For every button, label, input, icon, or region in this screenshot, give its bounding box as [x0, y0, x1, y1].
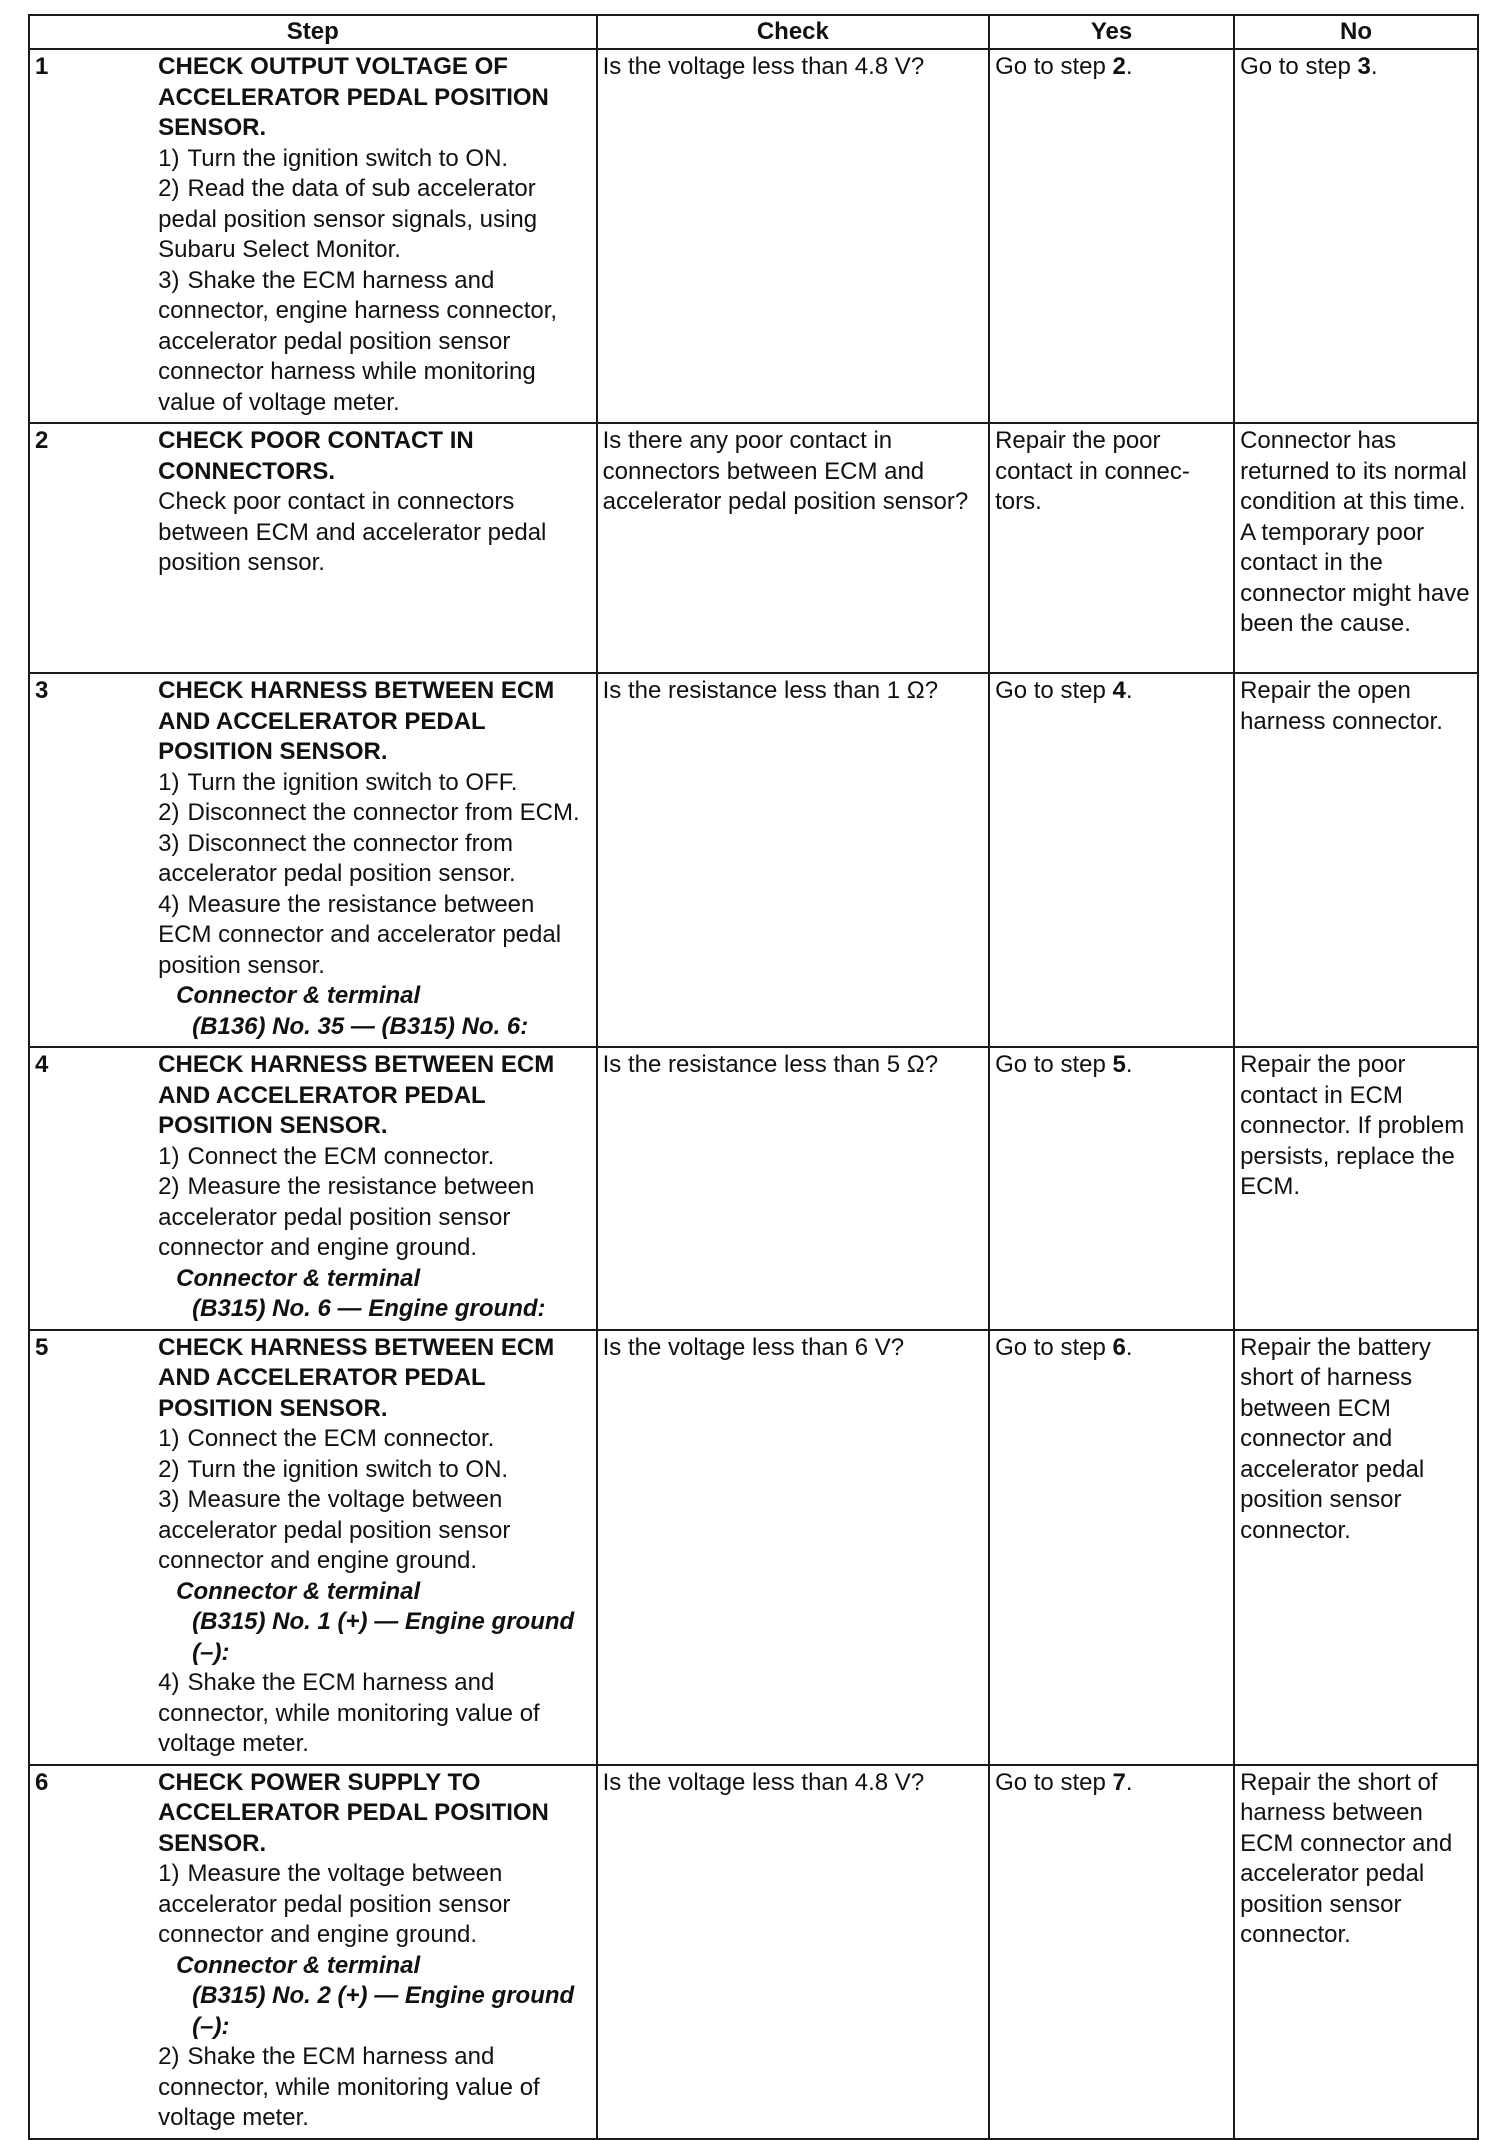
no-cell: Repair the poor contact in ECM connector. If problem persists, replace the ECM. [1234, 1047, 1478, 1330]
step-reference: 2 [1112, 53, 1126, 80]
yes-cell: Go to step 2. [989, 49, 1234, 423]
header-no: No [1234, 15, 1478, 49]
check-cell: Is the voltage less than 4.8 V? [597, 1765, 989, 2139]
instruction: 1) Connect the ECM connector. [158, 1142, 495, 1170]
step-number: 3 [29, 673, 153, 1047]
instruction: 1) Turn the ignition switch to ON. [158, 144, 509, 172]
diagnostic-procedure-table [28, 14, 1479, 2140]
check-cell: Is the voltage less than 6 V? [597, 1330, 989, 1765]
header-yes: Yes [989, 15, 1234, 49]
table-row [29, 49, 1478, 423]
instruction: 2) Measure the resistance between accelerator pedal position sensor connector and engine ground. [158, 1173, 535, 1261]
instruction: 3) Shake the ECM harness and connector, engine harness connector, accelerator pedal position sensor connector harness while monitoring value of voltage meter. [158, 266, 558, 416]
table-row [29, 1330, 1478, 1765]
yes-cell: Go to step 6. [989, 1330, 1234, 1765]
instruction: 1) Measure the voltage between accelerator pedal position sensor connector and engine ground. [158, 1860, 511, 1948]
table-row [29, 423, 1478, 673]
connector-terminal-detail: (B315) No. 1 (+) — Engine ground (–): [192, 1608, 575, 1666]
step-reference: 4 [1112, 677, 1126, 704]
table-header-row [29, 15, 1478, 49]
yes-cell: Go to step 4. [989, 673, 1234, 1047]
header-step: Step [29, 15, 597, 49]
no-cell: Connector has returned to its normal condition at this time. A temporary poor contact in the connector might have been the cause. [1234, 423, 1478, 673]
step-reference: 5 [1112, 1051, 1126, 1078]
yes-cell: Repair the poor contact in connectors. [989, 423, 1234, 673]
step-title: CHECK POWER SUPPLY TO ACCELERATOR PEDAL POSITION SENSOR. [158, 1768, 549, 1857]
instruction: 3) Measure the voltage between accelerator pedal position sensor connector and engine ground. [158, 1486, 511, 1574]
step-number: 5 [29, 1330, 153, 1765]
step-body: Check poor contact in connectors between ECM and accelerator pedal position sensor. [158, 488, 547, 576]
connector-terminal-detail: (B136) No. 35 — (B315) No. 6: [192, 1012, 529, 1040]
check-cell: Is the voltage less than 4.8 V? [597, 49, 989, 423]
yes-cell: Go to step 7. [989, 1765, 1234, 2139]
step-title: CHECK HARNESS BETWEEN ECM AND ACCELERATOR PEDAL POSITION SENSOR. [158, 1333, 555, 1422]
step-reference: 7 [1112, 1768, 1126, 1796]
instruction: 2) Read the data of sub accelerator pedal position sensor signals, using Subaru Select Monitor. [158, 175, 538, 263]
connector-terminal-heading: Connector & terminal [176, 1577, 421, 1605]
check-cell: Is there any poor contact in connectors between ECM and accelerator pedal position sensor? [597, 423, 989, 673]
check-cell: Is the resistance less than 1 Ω? [597, 673, 989, 1047]
connector-terminal-heading: Connector & terminal [176, 1264, 421, 1292]
check-cell: Is the resistance less than 5 Ω? [597, 1047, 989, 1330]
step-title: CHECK HARNESS BETWEEN ECM AND ACCELERATOR PEDAL POSITION SENSOR. [158, 1051, 555, 1139]
connector-terminal-detail: (B315) No. 6 — Engine ground: [192, 1295, 546, 1322]
instruction: 1) Turn the ignition switch to OFF. [158, 768, 518, 796]
step-number: 4 [29, 1047, 153, 1330]
instruction: 4) Measure the resistance between ECM connector and accelerator pedal position sensor. [158, 890, 562, 979]
no-cell: Repair the open harness connector. [1234, 673, 1478, 1047]
step-cell [153, 1765, 596, 2139]
table-row [29, 1765, 1478, 2139]
table-row [29, 673, 1478, 1047]
step-reference: 6 [1112, 1333, 1126, 1361]
connector-terminal-heading: Connector & terminal [176, 1951, 421, 1979]
step-title: CHECK HARNESS BETWEEN ECM AND ACCELERATOR PEDAL POSITION SENSOR. [158, 677, 555, 765]
step-number: 6 [29, 1765, 153, 2139]
instruction: 2) Turn the ignition switch to ON. [158, 1455, 509, 1483]
step-title: CHECK POOR CONTACT IN CONNECTORS. [158, 427, 474, 485]
instruction: 4) Shake the ECM harness and connector, while monitoring value of voltage meter. [158, 1669, 540, 1757]
step-cell [153, 423, 596, 673]
step-number: 1 [29, 49, 153, 423]
step-cell [153, 1330, 596, 1765]
header-check: Check [597, 15, 989, 49]
table-row [29, 1047, 1478, 1330]
step-title: CHECK OUTPUT VOLTAGE OF ACCELERATOR PEDAL POSITION SENSOR. [158, 53, 549, 141]
no-cell: Go to step 3. [1234, 49, 1478, 423]
no-cell: Repair the short of harness between ECM connector and accelerator pedal position sensor connector. [1234, 1765, 1478, 2139]
instruction: 3) Disconnect the connector from accelerator pedal position sensor. [158, 829, 516, 887]
instruction: 1) Connect the ECM connector. [158, 1425, 495, 1452]
step-reference: 3 [1357, 53, 1371, 80]
connector-terminal-detail: (B315) No. 2 (+) — Engine ground (–): [192, 1982, 575, 2040]
instruction: 2) Shake the ECM harness and connector, while monitoring value of voltage meter. [158, 2043, 540, 2131]
yes-cell: Go to step 5. [989, 1047, 1234, 1330]
no-cell: Repair the battery short of harness between ECM connector and accelerator pedal position sensor connector. [1234, 1330, 1478, 1765]
step-cell [153, 1047, 596, 1330]
step-cell [153, 673, 596, 1047]
connector-terminal-heading: Connector & terminal [176, 982, 421, 1009]
instruction: 2) Disconnect the connector from ECM. [158, 799, 580, 826]
step-number: 2 [29, 423, 153, 673]
step-cell [153, 49, 596, 423]
